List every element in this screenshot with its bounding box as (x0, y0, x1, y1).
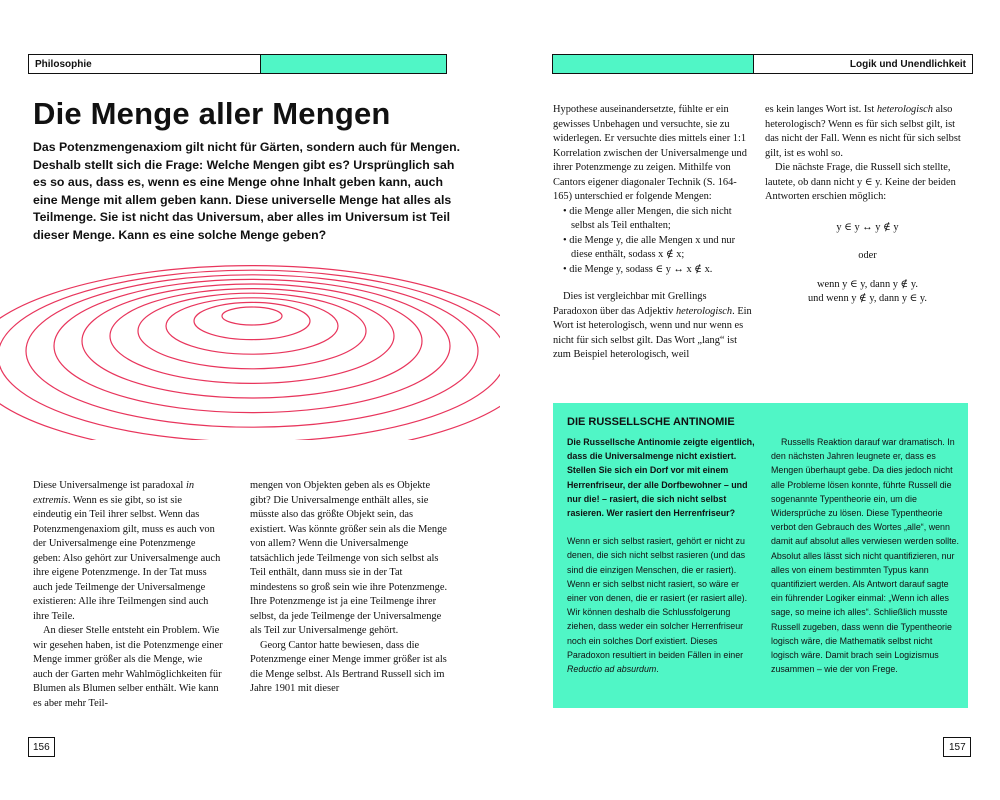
sidebar-column-left (567, 435, 757, 676)
formula-line: wenn y ∈ y, dann y ∉ y. (817, 278, 918, 290)
running-header-left (28, 54, 447, 74)
body-column-2 (250, 479, 448, 697)
body-paragraph: Dies ist vergleichbar mit Grellings Paradoxon über das Adjektiv heterologisch. Ein Wort ist heterologisch, wenn und nur wenn es nicht für sich selbst gilt. Das Wort „lang“ ist zum Beispiel heterologisch, weil (553, 291, 752, 360)
sidebar-paragraph: Wenn er sich selbst rasiert, gehört er nicht zu denen, die sich nicht selbst rasieren (und das sind die einzigen Menschen, die er rasiert). Wenn er sich selbst nicht rasiert, so wäre er einer von denen, die er rasiert (er rasiert alle). Wir können deshalb die Schlussfolgerung ziehen, dass weder ein solcher Herrenfriseur noch ein solches Dorf existiert. Dieses Paradoxon resultiert in beiden Fällen in einer Reductio ad absurdum. (567, 536, 748, 675)
formula-connector: oder (858, 250, 877, 261)
list-item: • die Menge aller Mengen, die sich nicht selbst als Teil enthalten; (553, 205, 753, 234)
header-accent-block-left (261, 55, 446, 73)
body-paragraph: Hypothese auseinandersetzte, fühlte er ein gewisses Unbehagen und versuchte, sie zu widerlegen. Er versuchte dies mittels einer 1:1 Korrelation zwischen der Universalmenge und ihrer Potenzmenge zu zeigen. Mithilfe von Cantors eigener diagonaler Technik (S. 164-165) unterschied er folgende Mengen: (553, 104, 747, 202)
list-item: • die Menge y, die alle Mengen x und nur diese enthält, sodass x ∉ x; (553, 234, 753, 263)
sidebar-lead: Die Russellsche Antinomie zeigte eigentlich, dass die Universalmenge nicht existiert. Stellen Sie sich ein Dorf vor mit einem Herrenfriseur, der alle Dorfbewohner – und nur die! – rasiert, die sich nicht selbst rasieren. Wer rasiert den Herrenfriseur? (567, 437, 755, 519)
sidebar-column-right (771, 435, 961, 676)
set-definition-list (553, 205, 753, 278)
list-item: • die Menge y, sodass ∈ y ↔ x ∉ x. (553, 263, 753, 278)
body-paragraph: mengen von Objekten geben als es Objekte gibt? Die Universalmenge enthält alles, sie müsste also das größte Objekt sein, das existiert. Was könnte größer sein als die Menge von allem? Wenn die Universalmenge tatsächlich jede Teilmenge von sich selbst als Teil enthält, dann muss sie in der Tat mindestens so groß sein wie ihre Potenzmenge. Ihre Potenzmenge ist ja eine Teilmenge ihrer selbst, da jede Teilmenge der Universalmenge als Teil zur Universalmenge gehört. (250, 480, 448, 636)
sidebar-box-russell (553, 403, 968, 708)
ellipse-ring (166, 298, 338, 354)
body-paragraph: Die nächste Frage, die Russell sich stellte, lautete, ob dann nicht y ∈ y. Keine der beiden Antworten erschien möglich: (765, 162, 956, 202)
ellipse-ring (138, 293, 366, 369)
concentric-ellipses-icon (0, 240, 500, 440)
body-paragraph: An dieser Stelle entsteht ein Problem. Wie wir gesehen haben, ist die Potenzmenge einer Menge immer größer als die Menge, wie auch der Garten mehr Wahlmöglichkeiten für Blumen als Blumen selber enthält. Wie kann es aber mehr Teil- (33, 625, 223, 709)
formula-line: und wenn y ∉ y, dann y ∈ y. (807, 293, 928, 304)
body-column-3 (553, 103, 753, 363)
body-column-4 (765, 103, 970, 307)
sidebar-paragraph: Russells Reaktion darauf war dramatisch. In den nächsten Jahren leugnete er, dass es Mengen überhaupt gebe. Da dies jedoch nicht alle Probleme lösen konnte, führte Russell die sogenannte Typentheorie ein, um die Widersprüche zu lösen. Diese Typentheorie verbot den Gebrauch des Wortes „alle“, wenn damit auf absolut alles verwiesen werden sollte. Absolut alles lässt sich nicht quantifizieren, nur alles von einem bestimmten Typus kann quantifiziert werden. Als Antwort darauf sagte ein führender Logiker einmal: „Wenn ich alles sage, so meine ich alles“. Schließlich musste Russell zugeben, dass wenn die Typentheorie logisch wäre, die Mathematik selbst nicht logisch wäre. Damit brach sein Logizismus zusammen – wie der von Frege. (771, 437, 959, 675)
page-number-right: 157 (943, 737, 971, 757)
ellipse-ring (222, 307, 282, 325)
ellipse-ring (82, 284, 422, 398)
lead-paragraph: Das Potenzmengenaxiom gilt nicht für Gärten, sondern auch für Mengen. Deshalb stellt sich die Frage: Welche Mengen gibt es? Ursprünglich sah es so aus, dass es, wenn es eine Menge ohne Inhalt geben kann, auch eine Menge mit allem geben kann. Diese universelle Menge hat alles als Teilmenge. Sie ist nicht das Universum, aber alles im Universum ist Teil dieser Menge. Kann es eine solche Menge geben? (33, 140, 461, 242)
running-header-left-label: Philosophie (29, 55, 261, 73)
running-header-right-label: Logik und Unendlichkeit (754, 55, 972, 73)
body-paragraph: Georg Cantor hatte bewiesen, dass die Potenzmenge einer Menge immer größer ist als die Menge selbst. Als Bertrand Russell sich im Jahre 1901 mit dieser (250, 639, 447, 694)
running-header-right (552, 54, 973, 74)
ellipse-ring (194, 302, 310, 339)
sidebar-heading: DIE RUSSELLSCHE ANTINOMIE (567, 416, 735, 428)
body-column-1 (33, 479, 223, 711)
formula-biconditional: y ∈ y ↔ y ∉ y (836, 221, 899, 233)
body-paragraph: es kein langes Wort ist. Ist heterologisch also heterologisch? Wenn es für sich selbst gilt, ist das nicht der Fall. Wenn es nicht für sich selbst gilt, ist es wohl so. (765, 104, 961, 159)
ellipse-ring (0, 270, 500, 440)
header-accent-block-right (553, 55, 754, 73)
body-paragraph: Diese Universalmenge ist paradoxal in extremis. Wenn es sie gibt, so ist sie eindeutig ein Teil ihrer selbst. Wenn das Potenzmengenaxiom gilt, muss es auch von der Universalmenge eine Potenzmenge geben: Also gehört zur Universalmenge auch ihre eigene Potenzmenge. In der Tat muss auch jede Teilmenge der Universalmenge existieren: Alle ihre Teilmengen sind auch ihre Teile. (33, 480, 221, 622)
page-number-left: 156 (28, 737, 55, 757)
ellipse-ring (0, 266, 500, 440)
page-title: Die Menge aller Mengen (33, 96, 391, 131)
